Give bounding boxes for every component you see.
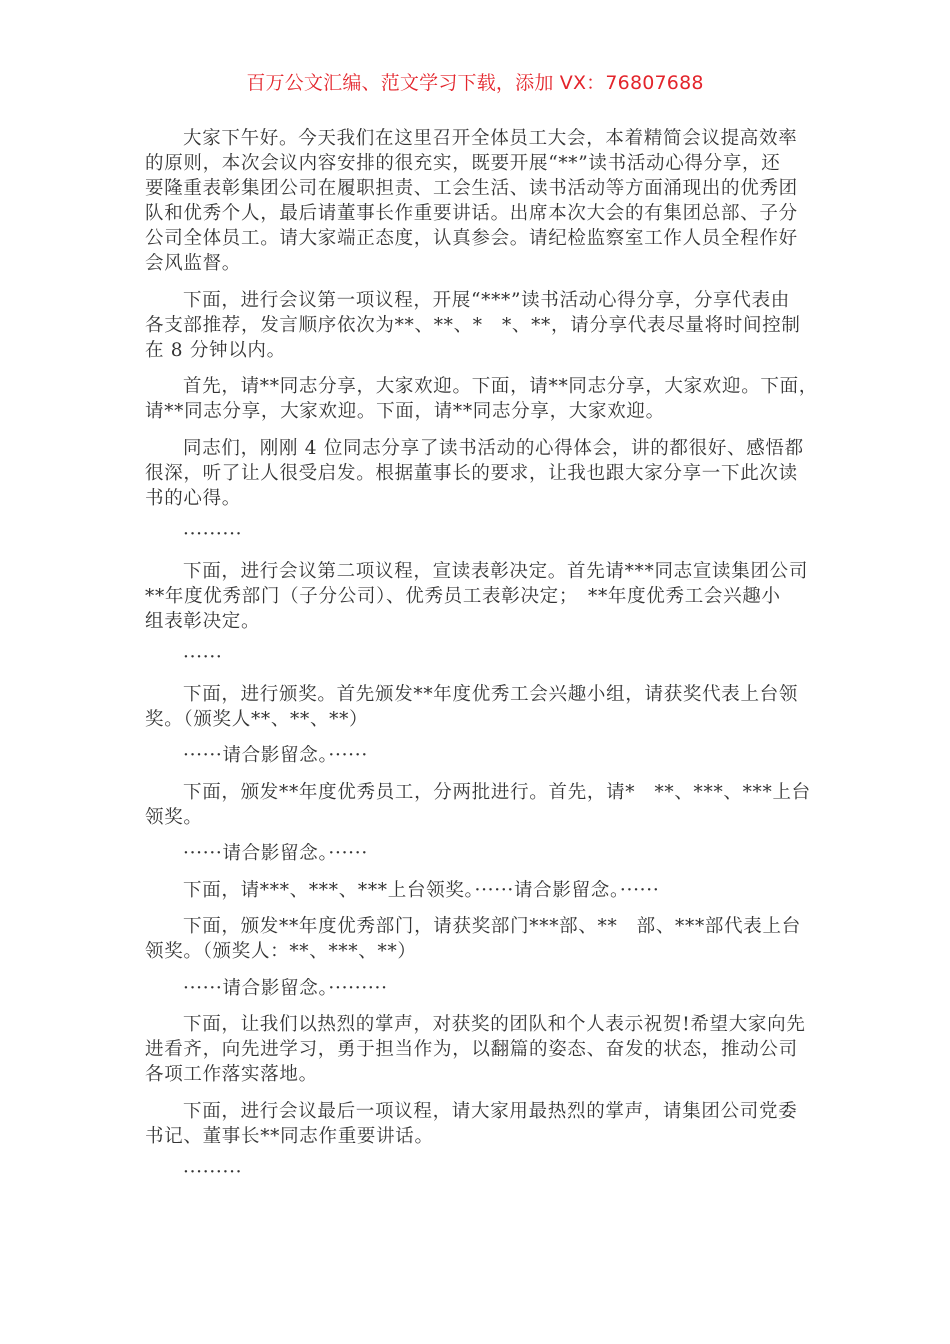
text-line: 下面，进行颁奖。首先颁发**年度优秀工会兴趣小组，请获奖代表上台领 <box>183 683 799 705</box>
text-line: 领奖。（颁奖人：**、***、**） <box>145 941 417 962</box>
text-line: ········· <box>183 524 243 545</box>
text-line: 组表彰决定。 <box>145 610 261 632</box>
text-line: 下面，让我们以热烈的掌声，对获奖的团队和个人表示祝贺!希望大家向先 <box>183 1014 806 1035</box>
paragraph <box>145 288 810 363</box>
paragraph <box>145 878 810 903</box>
paragraph <box>145 1160 810 1185</box>
text-line: 下面，进行会议第二项议程，宣读表彰决定。首先请***同志宣读集团公司 <box>183 560 809 582</box>
text-line: ······请合影留念。········· <box>183 977 388 999</box>
text-line: 公司全体员工。请大家端正态度，认真参会。请纪检监察室工作人员全程作好 <box>145 228 798 249</box>
text-line: ······请合影留念。······ <box>183 745 368 766</box>
text-line: 的原则，本次会议内容安排的很充实，既要开展“**”读书活动心得分享，还 <box>145 153 781 174</box>
paragraph <box>145 1099 810 1149</box>
text-line: 请**同志分享，大家欢迎。下面，请**同志分享，大家欢迎。 <box>145 401 665 422</box>
text-line: 下面，请***、***、***上台领奖。······请合影留念。······ <box>183 879 660 901</box>
paragraph <box>145 645 810 670</box>
paragraph <box>145 682 810 732</box>
paragraph <box>145 374 819 424</box>
text-line: 下面，颁发**年度优秀部门，请获奖部门***部、** 部、***部代表上台 <box>183 916 801 937</box>
text-line: **年度优秀部门（子分公司）、优秀员工表彰决定； **年度优秀工会兴趣小 <box>145 585 781 607</box>
text-line: ······请合影留念。······ <box>183 843 368 864</box>
watermark-header: 百万公文汇编、范文学习下载，添加 VX：76807688 <box>246 72 704 94</box>
text-line: 各支部推荐，发言顺序依次为**、**、* *、**，请分享代表尽量将时间控制 <box>145 314 801 336</box>
paragraph <box>145 1012 810 1087</box>
text-line: 下面，颁发**年度优秀员工，分两批进行。首先，请* **、***、***上台 <box>183 781 811 803</box>
paragraph <box>145 976 810 1001</box>
text-line: 同志们，刚刚 4 位同志分享了读书活动的心得体会，讲的都很好、感悟都 <box>183 437 804 459</box>
text-line: 首先，请**同志分享，大家欢迎。下面，请**同志分享，大家欢迎。下面， <box>183 376 819 397</box>
text-line: 要隆重表彰集团公司在履职担责、工会生活、读书活动等方面涌现出的优秀团 <box>145 178 798 199</box>
paragraph <box>145 436 810 511</box>
paragraph <box>145 914 810 964</box>
paragraph <box>145 780 810 830</box>
text-line: ········· <box>183 1162 243 1183</box>
paragraph <box>145 522 810 547</box>
document-body <box>145 126 819 1197</box>
text-line: 在 8 分钟以内。 <box>145 339 286 361</box>
paragraph <box>145 559 810 634</box>
text-line: ······ <box>183 647 223 668</box>
text-line: 下面，进行会议最后一项议程，请大家用最热烈的掌声，请集团公司党委 <box>183 1100 798 1122</box>
text-line: 下面，进行会议第一项议程，开展“***”读书活动心得分享，分享代表由 <box>183 289 790 311</box>
text-line: 大家下午好。今天我们在这里召开全体员工大会，本着精简会议提高效率 <box>183 128 798 149</box>
text-line: 会风监督。 <box>145 253 242 274</box>
paragraph <box>145 743 810 768</box>
text-line: 书的心得。 <box>145 487 242 509</box>
text-line: 很深，听了让人很受启发。根据董事长的要求，让我也跟大家分享一下此次读 <box>145 462 798 484</box>
text-line: 队和优秀个人，最后请董事长作重要讲话。出席本次大会的有集团总部、子分 <box>145 203 798 224</box>
text-line: 奖。（颁奖人**、**、**） <box>145 708 369 730</box>
paragraph <box>145 126 810 276</box>
paragraph <box>145 841 810 866</box>
text-line: 各项工作落实落地。 <box>145 1064 318 1085</box>
text-line: 书记、董事长**同志作重要讲话。 <box>145 1125 434 1147</box>
text-line: 进看齐，向先进学习，勇于担当作为，以翻篇的姿态、奋发的状态，推动公司 <box>145 1039 798 1060</box>
text-line: 领奖。 <box>145 806 203 828</box>
